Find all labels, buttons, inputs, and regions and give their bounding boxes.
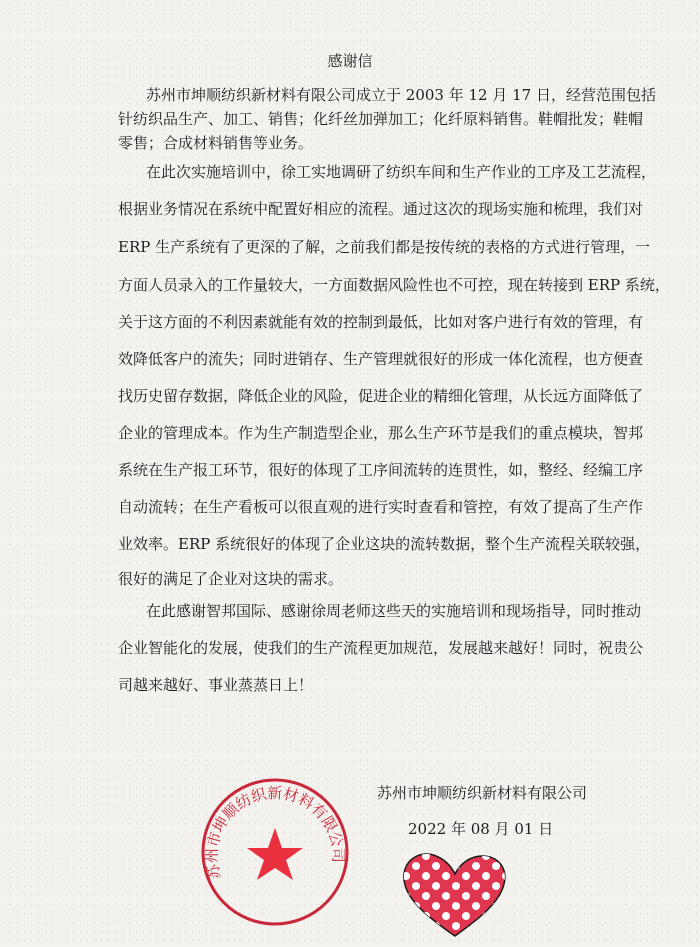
text-line: 司越来越好、事业蒸蒸日上！ — [118, 676, 314, 694]
text-line: 方面人员录入的工作量较大，一方面数据风险性也不可控，现在转接到 ERP 系统， — [118, 276, 670, 294]
text-line: 关于这方面的不利因素就能有效的控制到最低，比如对客户进行有效的管理，有 — [118, 313, 644, 331]
text-line: ERP 生产系统有了更深的了解，之前我们都是按传统的表格的方式进行管理，一 — [118, 238, 651, 256]
text-line: 找历史留存数据，降低企业的风险，促进企业的精细化管理，从长远方面降低了 — [118, 387, 644, 405]
heart-sticker-icon — [400, 850, 510, 940]
text-line: 自动流转；在生产看板可以很直观的进行实时查看和管控，有效了提高了生产作 — [118, 498, 644, 516]
signature-date: 2022 年 08 月 01 日 — [408, 820, 554, 838]
text-line: 苏州市坤顺纺织新材料有限公司成立于 2003 年 12 月 17 日，经营范围包括 — [146, 86, 656, 104]
signature-company: 苏州市坤顺纺织新材料有限公司 — [377, 784, 588, 802]
letter-title: 感谢信 — [327, 52, 373, 70]
text-line: 很好的满足了企业对这块的需求。 — [118, 570, 344, 588]
company-seal — [195, 772, 355, 932]
text-line: 企业智能化的发展，使我们的生产流程更加规范，发展越来越好！同时，祝贵公 — [118, 639, 644, 657]
text-line: 系统在生产报工环节，很好的体现了工序间流转的连贯性，如，整经、经编工序 — [118, 461, 644, 479]
text-line: 零售；合成材料销售等业务。 — [118, 134, 314, 152]
seal-text: 苏州市坤顺纺织新材料有限公司 — [202, 784, 348, 882]
text-line: 企业的管理成本。作为生产制造型企业，那么生产环节是我们的重点模块，智邦 — [118, 424, 644, 442]
text-line: 在此感谢智邦国际、感谢徐周老师这些天的实施培训和现场指导，同时推动 — [146, 602, 642, 620]
text-line: 根据业务情况在系统中配置好相应的流程。通过这次的现场实施和梳理，我们对 — [118, 200, 644, 218]
text-line: 针纺织品生产、加工、销售；化纤丝加弹加工；化纤原料销售。鞋帽批发；鞋帽 — [118, 110, 644, 128]
text-line: 在此次实施培训中，徐工实地调研了纺织车间和生产作业的工序及工艺流程， — [146, 163, 657, 181]
text-line: 效降低客户的流失；同时进销存、生产管理就很好的形成一体化流程，也方便查 — [118, 350, 644, 368]
text-line: 业效率。ERP 系统很好的体现了企业这块的流转数据，整个生产流程关联较强， — [118, 535, 651, 553]
